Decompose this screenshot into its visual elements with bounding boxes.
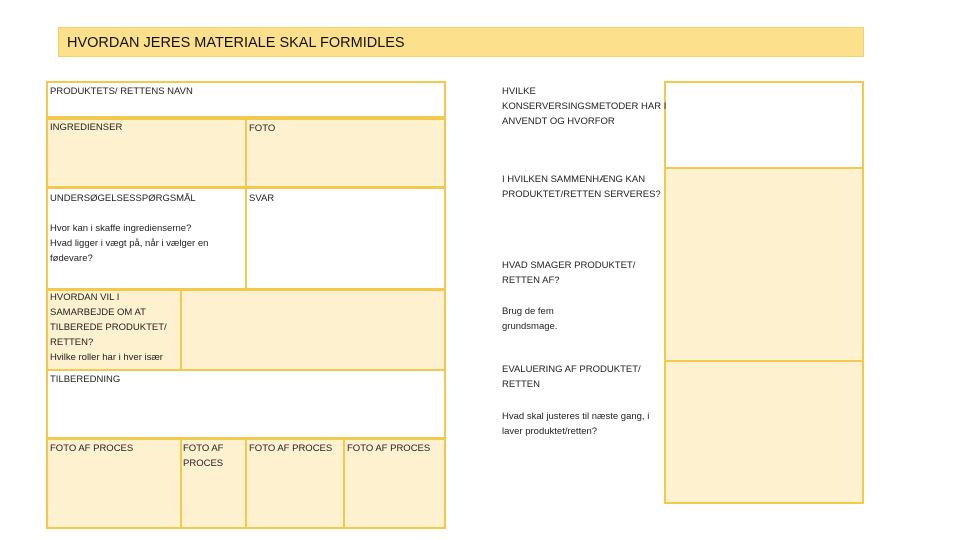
collaboration-field[interactable] bbox=[180, 289, 446, 371]
answer-field[interactable] bbox=[245, 187, 446, 290]
process-photo-1-label: FOTO AF PROCES bbox=[50, 443, 134, 454]
taste-label: HVAD SMAGER PRODUKTET/ RETTEN AF? bbox=[502, 260, 636, 286]
evaluation-hint: Hvad skal justeres til næste gang, i laver produktet/retten? bbox=[502, 411, 650, 437]
preservation-field[interactable] bbox=[664, 81, 864, 169]
taste-hint: Brug de fem grundsmage. bbox=[502, 306, 558, 332]
preservation-label: HVILKE KONSERVERSINGSMETODER HAR I ANVENDT OG HVORFOR bbox=[502, 86, 667, 127]
research-question-label: UNDERSØGELSESSPØRGSMÅL bbox=[50, 193, 196, 204]
evaluation-field[interactable] bbox=[664, 360, 864, 504]
process-photo-2-label: FOTO AF PROCES bbox=[183, 443, 224, 469]
evaluation-label: EVALUERING AF PRODUKTET/ RETTEN bbox=[502, 364, 641, 390]
answer-label: SVAR bbox=[249, 193, 275, 204]
title-bar bbox=[58, 27, 864, 57]
photo-label: FOTO bbox=[249, 123, 276, 134]
preparation-label: TILBEREDNING bbox=[50, 374, 121, 385]
process-photo-4-label: FOTO AF PROCES bbox=[347, 443, 431, 454]
ingredients-label: INGREDIENSER bbox=[50, 122, 123, 133]
collaboration-label: HVORDAN VIL I SAMARBEJDE OM AT TILBEREDE PRODUKTET/ RETTEN? Hvilke roller har i hver især bbox=[50, 292, 167, 363]
product-name-label: PRODUKTETS/ RETTENS NAVN bbox=[50, 86, 193, 97]
process-photo-3-label: FOTO AF PROCES bbox=[249, 443, 333, 454]
sourcing-question: Hvor kan i skaffe ingredienserne? Hvad ligger i vægt på, når i vælger en fødevare? bbox=[50, 223, 209, 264]
page-title: HVORDAN JERES MATERIALE SKAL FORMIDLES bbox=[67, 35, 405, 51]
serving-context-field[interactable] bbox=[664, 167, 864, 362]
serving-context-label: I HVILKEN SAMMENHÆNG KAN PRODUKTET/RETTEN SERVERES? bbox=[502, 174, 661, 200]
